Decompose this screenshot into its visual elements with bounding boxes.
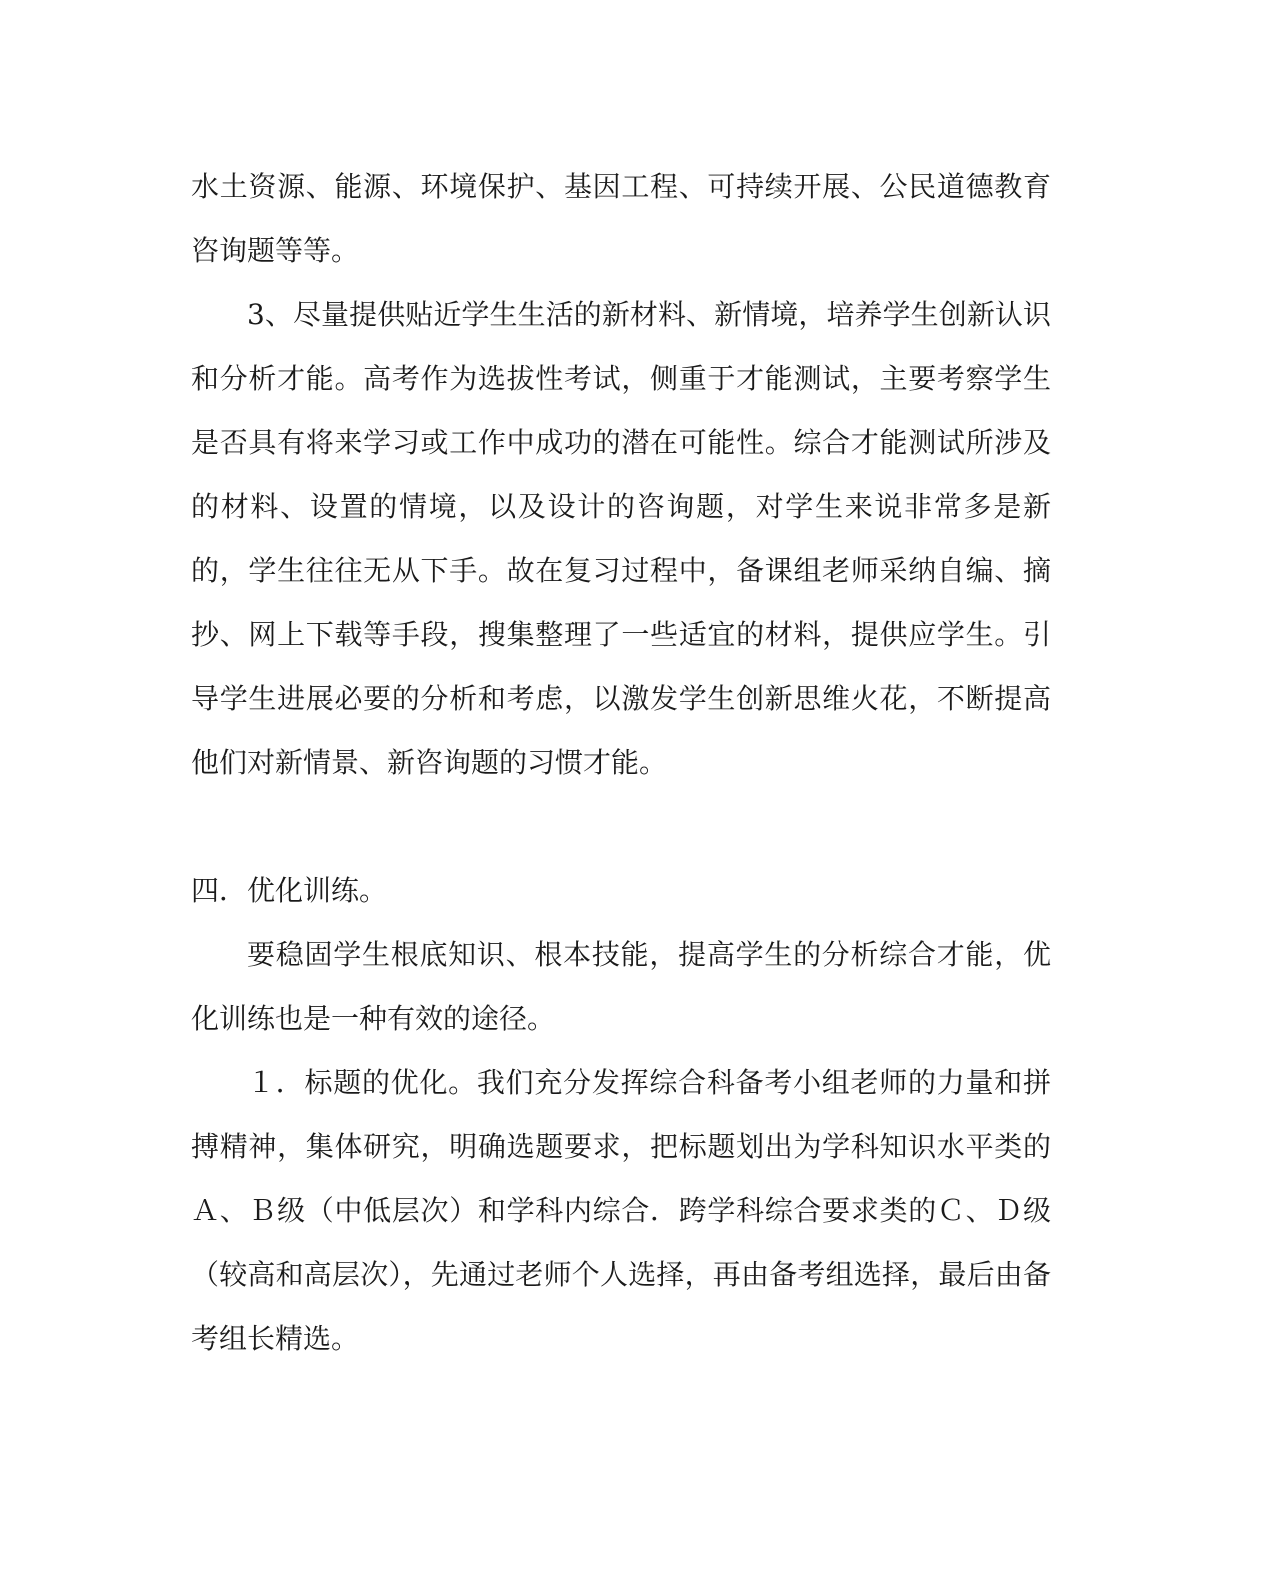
- document-body: [191, 155, 1051, 1371]
- paragraph-resources-topics: 水土资源、能源、环境保护、基因工程、可持续开展、公民道德教育咨询题等等。: [191, 170, 1051, 267]
- paragraph-new-materials: 3、尽量提供贴近学生生活的新材料、新情境，培养学生创新认识和分析才能。高考作为选拔性考试，侧重于才能测试，主要考察学生是否具有将来学习或工作中成功的潜在可能性。综合才能测试所涉及的材料、设置的情境，以及设计的咨询题，对学生来说非常多是新的，学生往往无从下手。故在复习过程中，备课组老师采纳自编、摘抄、网上下载等手段，搜集整理了一些适宜的材料，提供应学生。引导学生进展必要的分析和考虑，以激发学生创新思维火花，不断提高他们对新情景、新咨询题的习惯才能。: [191, 298, 1051, 779]
- paragraph-question-optimization: １．标题的优化。我们充分发挥综合科备考小组老师的力量和拼搏精神，集体研究，明确选题要求，把标题划出为学科知识水平类的Ａ、Ｂ级（中低层次）和学科内综合．跨学科综合要求类的Ｃ、Ｄ级（较高和高层次），先通过老师个人选择，再由备考组选择，最后由备考组长精选。: [191, 1066, 1051, 1355]
- paragraph-training-intro: 要稳固学生根底知识、根本技能，提高学生的分析综合才能，优化训练也是一种有效的途径。: [191, 938, 1051, 1035]
- section-heading-optimize-training: 四．优化训练。: [191, 874, 388, 907]
